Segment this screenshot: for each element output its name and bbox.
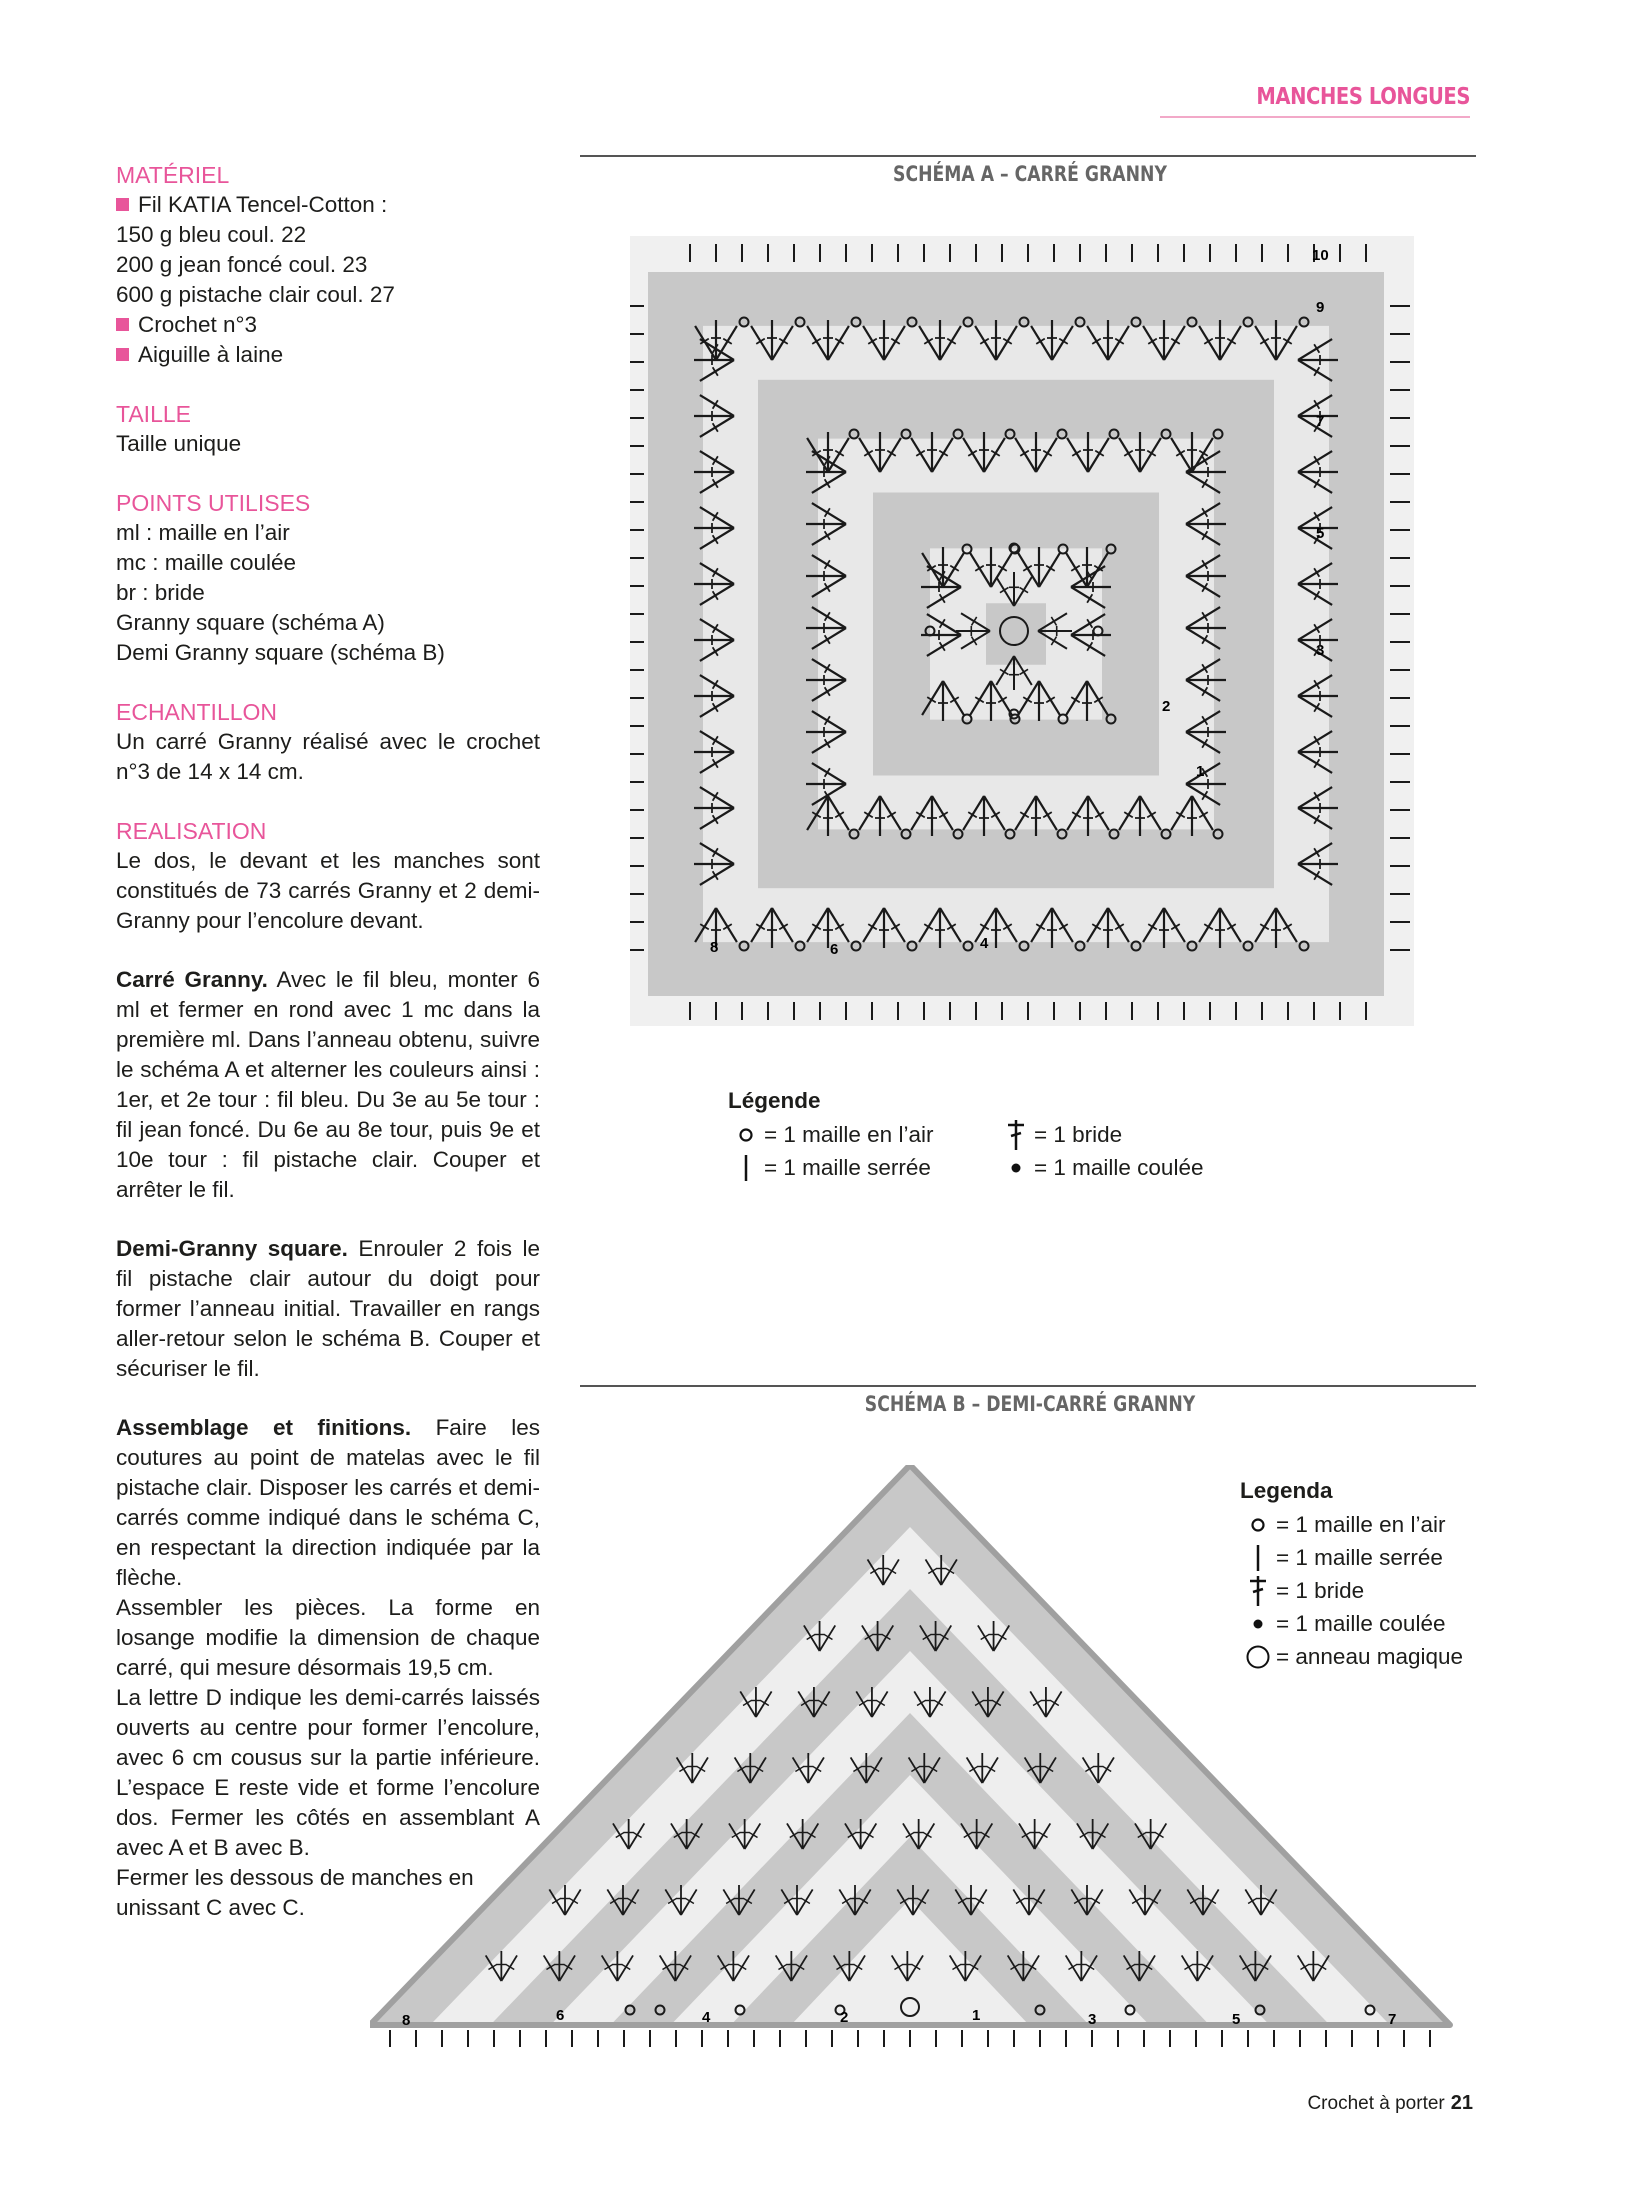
legend-b-item: = 1 maille coulée xyxy=(1276,1610,1446,1636)
points-line: Granny square (schéma A) xyxy=(116,610,385,635)
legend-a-item: = 1 maille coulée xyxy=(1034,1154,1204,1180)
materiel-line: 600 g pistache clair coul. 27 xyxy=(116,282,395,307)
demi-paragraph: Demi-Granny square. Enrouler 2 fois le fil pistache clair autour du doigt pour former l’anneau initial. Travailler en rangs aller-retour selon le schéma B. Couper et sécuriser le fil. xyxy=(116,1236,540,1381)
bullet-icon xyxy=(116,198,129,211)
round-label-6: 6 xyxy=(830,941,839,958)
single-crochet-icon xyxy=(1240,1544,1276,1572)
materiel-line: Crochet n°3 xyxy=(116,310,540,340)
legend-a xyxy=(728,1088,1248,1184)
round-label-10: 10 xyxy=(1312,247,1329,264)
materiel-line: Fil KATIA Tencel-Cotton : xyxy=(116,190,540,220)
slip-stitch-icon xyxy=(998,1162,1034,1174)
row-label-5: 5 xyxy=(1232,2011,1241,2028)
legend-b-title: Legenda xyxy=(1240,1478,1333,1503)
legend-b-item: = 1 maille en l’air xyxy=(1276,1511,1446,1537)
section-title: MANCHES LONGUES xyxy=(1256,84,1470,110)
granny-square-diagram xyxy=(630,236,1414,1026)
row-label-3: 3 xyxy=(1088,2011,1097,2028)
echantillon-text: Un carré Granny réalisé avec le crochet n°3 de 14 x 14 cm. xyxy=(116,729,540,784)
round-label-4: 4 xyxy=(980,935,989,952)
materiel-line: 150 g bleu coul. 22 xyxy=(116,222,307,247)
legend-b-item: = anneau magique xyxy=(1276,1643,1464,1669)
schema-b-title: SCHÉMA B – DEMI-CARRÉ GRANNY xyxy=(864,1392,1196,1416)
header-rule xyxy=(1160,116,1470,118)
legend-b-item: = 1 bride xyxy=(1276,1577,1365,1603)
points-title: POINTS UTILISES xyxy=(116,490,311,516)
realisation-text: Le dos, le devant et les manches sont constitués de 73 carrés Granny et 2 demi-Granny pour l’encolure devant. xyxy=(116,848,540,933)
materiel-title: MATÉRIEL xyxy=(116,162,230,188)
schema-a-title: SCHÉMA A – CARRÉ GRANNY xyxy=(893,162,1167,186)
round-label-2: 2 xyxy=(1162,698,1171,715)
materiel-line: Aiguille à laine xyxy=(116,340,540,370)
legend-a-item: = 1 bride xyxy=(1034,1121,1123,1147)
page-number: 21 xyxy=(1450,2092,1473,2114)
row-label-7: 7 xyxy=(1388,2011,1397,2028)
points-line: mc : maille coulée xyxy=(116,550,297,575)
legend-b xyxy=(1240,1478,1490,1673)
chain-stitch-icon xyxy=(728,1127,764,1143)
taille-title: TAILLE xyxy=(116,401,191,427)
assemblage-p3: La lettre D indique les demi-carrés laissés ouverts au centre pour former l’encolure, avec 6 cm cousus sur la partie inférieure. L’espace E reste vide et forme l’encolure dos. Fermer les côtés en assemblant A avec A et B avec B. xyxy=(116,1685,540,1860)
page-footer xyxy=(1307,2092,1473,2115)
assemblage-paragraph: Assemblage et finitions. Faire les coutures au point de matelas avec le fil pistache clair. Disposer les carrés et demi-carrés comme indiqué dans le schéma C, en respectant la direction indiquée par la flèche. xyxy=(116,1415,540,1590)
round-label-7: 7 xyxy=(1316,413,1325,430)
taille-text: Taille unique xyxy=(116,431,242,456)
chain-stitch-icon xyxy=(1240,1517,1276,1533)
assemblage-p4: Fermer les dessous de manches en unissant C avec C. xyxy=(116,1865,474,1920)
legend-a-item: = 1 maille en l’air xyxy=(764,1121,934,1147)
row-label-6: 6 xyxy=(556,2007,565,2024)
points-line: br : bride xyxy=(116,580,205,605)
points-line: Demi Granny square (schéma B) xyxy=(116,640,445,665)
legend-a-title: Légende xyxy=(728,1088,821,1113)
double-crochet-icon xyxy=(998,1119,1034,1151)
materiel-line: 200 g jean foncé coul. 23 xyxy=(116,252,368,277)
round-label-1: 1 xyxy=(1196,763,1205,780)
realisation-title: REALISATION xyxy=(116,818,267,844)
row-label-2: 2 xyxy=(840,2009,849,2026)
magazine-name: Crochet à porter xyxy=(1307,2093,1445,2114)
bullet-icon xyxy=(116,318,129,331)
round-label-9: 9 xyxy=(1316,299,1325,316)
schema-b-rule xyxy=(580,1385,1476,1387)
legend-b-item: = 1 maille serrée xyxy=(1276,1544,1443,1570)
bullet-icon xyxy=(116,348,129,361)
double-crochet-icon xyxy=(1240,1575,1276,1607)
carre-paragraph: Carré Granny. Avec le fil bleu, monter 6 ml et fermer en rond avec 1 mc dans la première ml. Dans l’anneau obtenu, suivre le schéma A et alterner les couleurs ainsi : 1er, et 2e tour : fil bleu. Du 3e au 5e tour : fil jean foncé. Du 6e au 8e tour, puis 9e et 10e tour : fil pistache clair. Couper et arrêter le fil. xyxy=(116,967,540,1202)
round-label-8: 8 xyxy=(710,939,719,956)
points-line: ml : maille en l’air xyxy=(116,520,290,545)
round-label-5: 5 xyxy=(1316,525,1325,542)
magic-ring-icon xyxy=(1240,1644,1276,1670)
row-label-1: 1 xyxy=(972,2007,981,2024)
slip-stitch-icon xyxy=(1240,1618,1276,1630)
echantillon-title: ECHANTILLON xyxy=(116,699,278,725)
single-crochet-icon xyxy=(728,1154,764,1182)
row-label-4: 4 xyxy=(702,2009,711,2026)
assemblage-p2: Assembler les pièces. La forme en losange modifie la dimension de chaque carré, qui mesure désormais 19,5 cm. xyxy=(116,1595,540,1680)
schema-a-rule xyxy=(580,155,1476,157)
round-label-3: 3 xyxy=(1316,642,1325,659)
running-header xyxy=(1160,84,1470,110)
row-label-8: 8 xyxy=(402,2012,411,2029)
legend-a-item: = 1 maille serrée xyxy=(764,1154,931,1180)
